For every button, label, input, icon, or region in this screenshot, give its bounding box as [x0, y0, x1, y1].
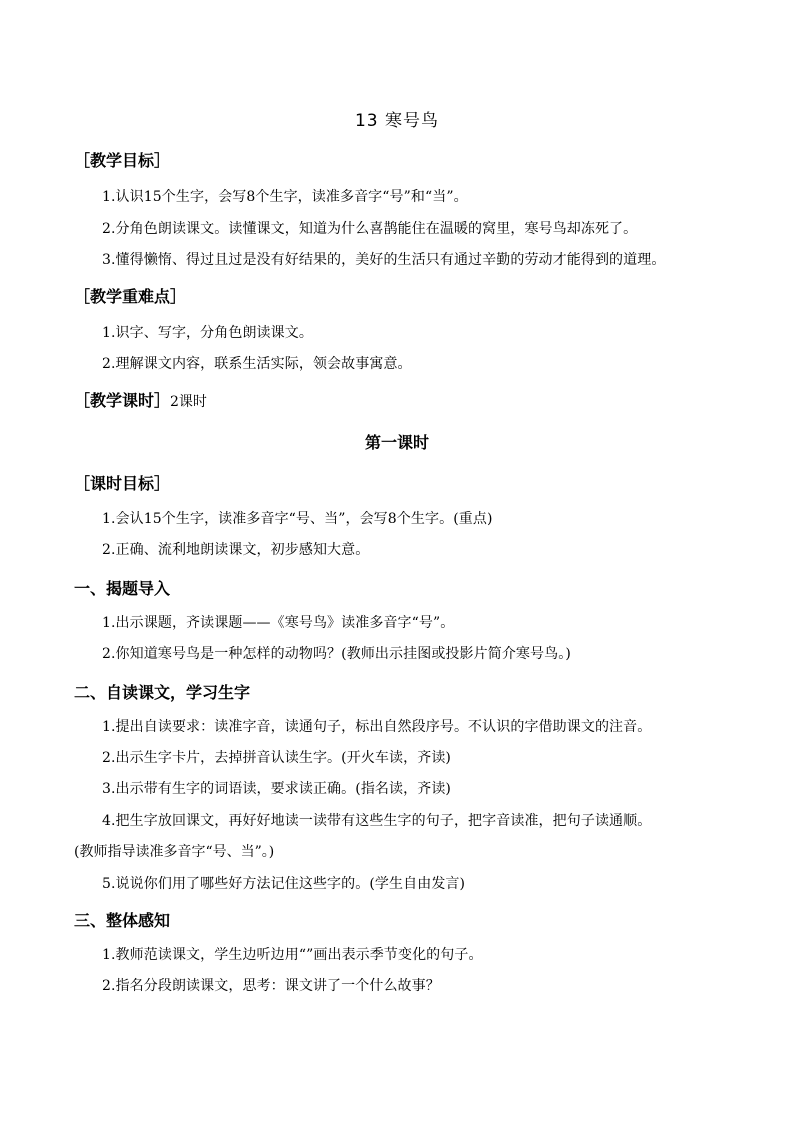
section-item: 1.教师范读课文，学生边听边用“”画出表示季节变化的句子。 [102, 947, 483, 963]
section-item: 5.说说你们用了哪些好方法记住这些字的。(学生自由发言) [102, 876, 466, 892]
teaching-goals-heading: ［教学目标］ [74, 151, 171, 170]
section-item: 2.指名分段朗读课文，思考：课文讲了一个什么故事？ [102, 978, 440, 994]
section-item-continuation: (教师指导读准多音字“号、当”。) [74, 844, 275, 860]
goal-item: 1.认识15个生字，会写8个生字，读准多音字“号”和“当”。 [102, 189, 468, 205]
lesson-goal-item: 2.正确、流利地朗读课文，初步感知大意。 [102, 542, 370, 558]
class-hours-value: 2课时 [170, 394, 207, 410]
lesson-goal-item: 1.会认15个生字，读准多音字“号、当”，会写8个生字。(重点) [102, 511, 493, 527]
lesson-title: 13 寒号鸟 [354, 111, 440, 131]
section-heading: 一、揭题导入 [74, 579, 171, 598]
section-item: 2.出示生字卡片，去掉拼音认读生字。(开火车读，齐读) [102, 750, 451, 766]
key-points-heading: ［教学重难点］ [74, 287, 187, 306]
section-heading: 三、整体感知 [74, 911, 171, 930]
lesson-goals-heading: ［课时目标］ [74, 474, 171, 493]
goal-item: 2.分角色朗读课文。读懂课文，知道为什么喜鹊能住在温暖的窝里，寒号鸟却冻死了。 [102, 221, 638, 237]
section-item: 1.提出自读要求：读准字音，读通句子，标出自然段序号。不认识的字借助课文的注音。 [102, 719, 652, 735]
goal-item: 3.懂得懒惰、得过且过是没有好结果的，美好的生活只有通过辛勤的劳动才能得到的道理。 [102, 252, 666, 268]
section-item: 3.出示带有生字的词语读，要求读正确。(指名读，齐读) [102, 781, 451, 797]
class-hours-line [74, 388, 207, 411]
section-item: 2.你知道寒号鸟是一种怎样的动物吗？(教师出示挂图或投影片简介寒号鸟。) [102, 646, 571, 662]
lesson-one-title: 第一课时 [364, 433, 429, 452]
keypoint-item: 2.理解课文内容，联系生活实际，领会故事寓意。 [102, 356, 412, 372]
section-heading: 二、自读课文，学习生字 [74, 683, 251, 702]
section-item: 4.把生字放回课文，再好好地读一读带有这些生字的句子，把字音读准，把句子读通顺。 [102, 813, 652, 829]
section-item: 1.出示课题，齐读课题——《寒号鸟》读准多音字“号”。 [102, 615, 455, 631]
keypoint-item: 1.识字、写字，分角色朗读课文。 [102, 325, 313, 341]
class-hours-heading: ［教学课时］ [74, 391, 171, 410]
